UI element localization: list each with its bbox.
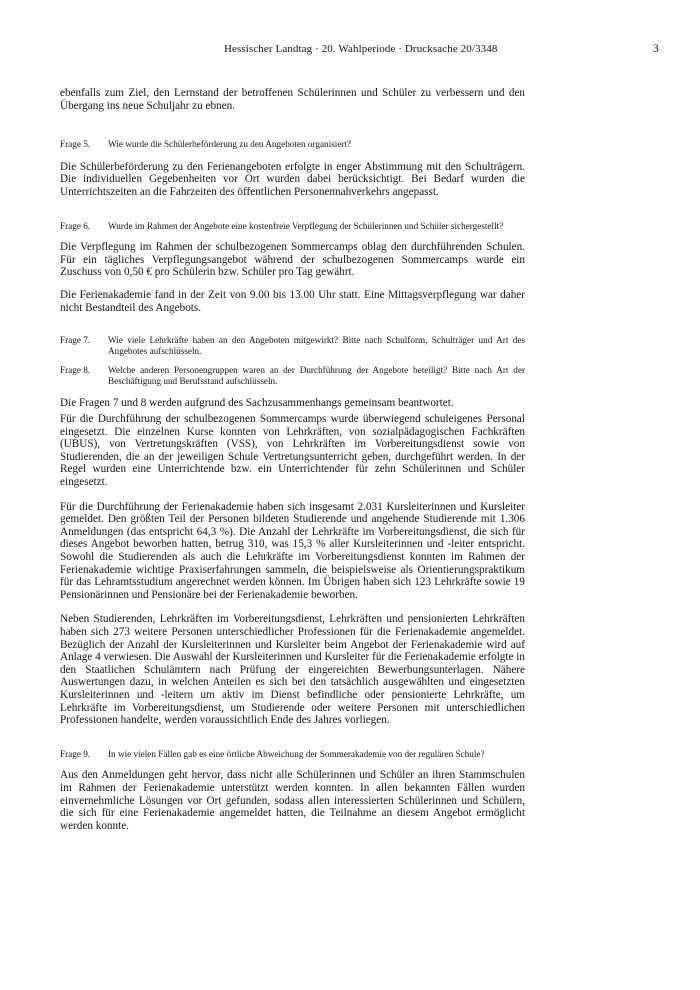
- page-number: 3: [653, 43, 659, 55]
- question-number: Frage 5.: [60, 139, 91, 150]
- answer-7-8-intro: Die Fragen 7 und 8 werden aufgrund des Sachzusammenhangs gemeinsam beantwortet.: [60, 396, 454, 409]
- question-text: Wie viele Lehrkräfte haben an den Angeboten mitgewirkt? Bitte nach Schulform, Schulträger und Art des Angebotes aufschlüsseln.: [108, 335, 525, 356]
- question-9: [60, 749, 525, 760]
- answer-6-part-1: Die Verpflegung im Rahmen der schulbezogenen Sommercamps oblag den durchführenden Schulen. Für ein tägliches Verpflegungsangebot während der schulbezogenen Sommercamps wurde ein Zuschuss von 0,50 € pro Schülerin bzw. Schüler pro Tag gewährt.: [60, 241, 525, 279]
- question-number: Frage 6.: [60, 220, 91, 231]
- question-text: In wie vielen Fällen gab es eine örtliche Abweichung der Sommerakademie von der regulären Schule?: [108, 748, 485, 759]
- question-text: Welche anderen Personengruppen waren an der Durchführung der Angebote beteiligt? Bitte nach Art der Beschäftigung und Berufsstand aufschlüsseln.: [108, 365, 525, 386]
- question-number: Frage 8.: [60, 365, 91, 376]
- document-body: [60, 87, 525, 846]
- question-7: [60, 335, 525, 356]
- answer-7-8-part-2: Für die Durchführung der Ferienakademie haben sich insgesamt 2.031 Kursleiterinnen und Kursleiter gemeldet. Den größten Teil der Personen bildeten Studierende und angehende Studierende mit 1.306 Anmeldungen (das entspricht 64,3 %). Die Anzahl der Lehrkräfte im Vorbereitungsdienst, die sich für dieses Angebot beworben hatten, betrug 310, was 15,3 % aller Kursleiterinnen und -leiter entspricht. Sowohl die Studierenden als auch die Lehrkräfte im Vorbereitungsdienst konnten im Rahmen der Ferienakademie wichtige Praxiserfahrungen sammeln, die beispielsweise als Orientierungspraktikum für das Lehramtsstudium angerechnet werden können. Im Übrigen haben sich 123 Lehrkräfte sowie 19 Pensionärinnen und Pensionäre bei der Ferienakademie beworben.: [60, 500, 525, 601]
- question-number: Frage 7.: [60, 335, 91, 346]
- question-text: Wurde im Rahmen der Angebote eine kostenfreie Verpflegung der Schülerinnen und Schüler sichergestellt?: [108, 220, 504, 231]
- answer-7-8-part-1: Für die Durchführung der schulbezogenen Sommercamps wurde überwiegend schuleigenes Personal eingesetzt. Die einzelnen Kurse konnten von Lehrkräften, von sozialpädagogischen Fachkräften (UBUS), von Vertretungskräften (VSS), von Lehrkräften im Vorbereitungsdienst sowie von Studierenden, die an der jeweiligen Schule Vertretungsunterricht geben, durchgeführt werden. In der Regel wurden eine Unterrichtende bzw. ein Unterrichtender für zehn Schülerinnen und Schüler eingesetzt.: [60, 413, 525, 489]
- question-number: Frage 9.: [60, 748, 91, 759]
- answer-6-part-2: Die Ferienakademie fand in der Zeit von 9.00 bis 13.00 Uhr statt. Eine Mittagsverpflegung war daher nicht Bestandteil des Angebots.: [60, 288, 525, 314]
- page-header: Hessischer Landtag · 20. Wahlperiode · Drucksache 20/3348: [224, 43, 498, 55]
- answer-5: Die Schülerbeförderung zu den Ferienangeboten erfolgte in enger Abstimmung mit den Schulträgern. Die individuellen Gegebenheiten vor Ort wurden dabei berücksichtigt. Bei Bedarf wurden die Unterrichtszeiten an die Fahrzeiten des öffentlichen Personennahverkehrs angepasst.: [60, 160, 525, 198]
- question-6: [60, 221, 525, 232]
- question-5: [60, 139, 525, 150]
- question-8: [60, 365, 525, 386]
- question-text: Wie wurde die Schülerbeförderung zu den Angeboten organisiert?: [108, 139, 352, 150]
- answer-7-8-part-3: Neben Studierenden, Lehrkräften im Vorbereitungsdienst, Lehrkräften und pensionierten Lehrkräften haben sich 273 weitere Personen unterschiedlicher Professionen für die Ferienakademie angemeldet. Bezüglich der Anzahl der Kursleiterinnen und Kursleiter beim Angebot der Ferienakademie wird auf Anlage 4 verwiesen. Die Auswahl der Kursleiterinnen und Kursleiter für die Ferienakademie erfolgte in den Staatlichen Schulämtern nach Prüfung der eingereichten Bewerbungsunterlagen. Nähere Auswertungen dazu, in welchen Anteilen es sich bei den tatsächlich ausgewählten und eingesetzten Kursleiterinnen und -leitern um aktiv im Dienst befindliche oder pensionierte Lehrkräfte, um Lehrkräfte im Vorbereitungsdienst, um Studierende oder weitere Personen mit unterschiedlichen Professionen handelte, werden voraussichtlich Ende des Jahres vorliegen.: [60, 613, 525, 727]
- intro-paragraph: ebenfalls zum Ziel, den Lernstand der betroffenen Schülerinnen und Schüler zu verbessern und den Übergang ins neue Schuljahr zu ebnen.: [60, 87, 525, 112]
- answer-9: Aus den Anmeldungen geht hervor, dass nicht alle Schülerinnen und Schüler an ihren Stammschulen im Rahmen der Ferienakademie unterstützt werden konnten. In allen bekannten Fällen wurden einvernehmliche Lösungen vor Ort gefunden, sodass allen interessierten Schülerinnen und Schülern, die sich für eine Ferienakademie angemeldet hatten, die Teilnahme an diesem Angebot ermöglicht werden konnte.: [60, 769, 525, 832]
